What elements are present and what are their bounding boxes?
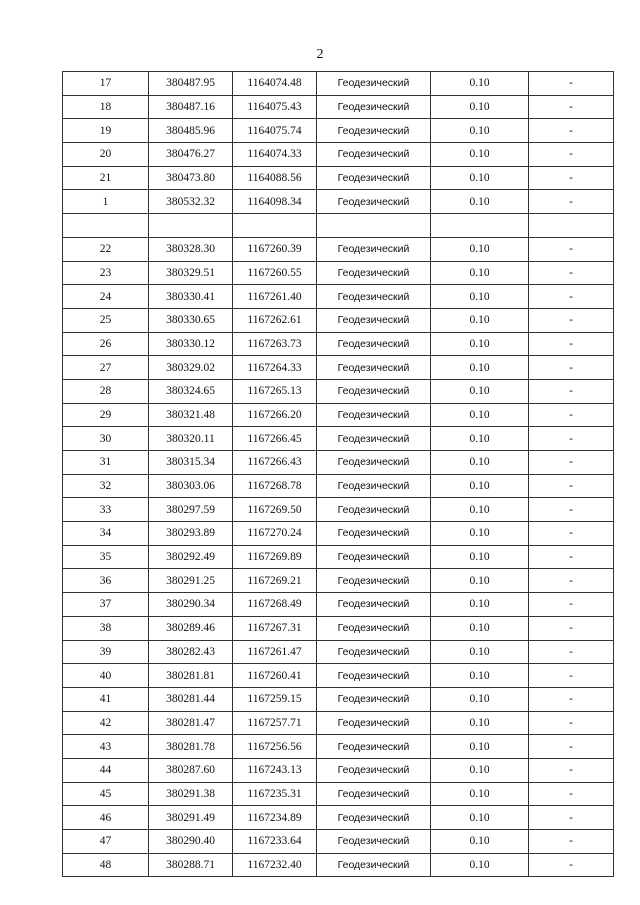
note-cell: - [529, 711, 614, 735]
x-coordinate-cell: 380487.95 [149, 72, 233, 96]
accuracy-cell: 0.10 [431, 522, 529, 546]
method-cell: Геодезический [317, 308, 431, 332]
point-number-cell: 46 [63, 806, 149, 830]
page-number: 2 [316, 47, 324, 62]
x-coordinate-cell: 380288.71 [149, 853, 233, 877]
point-number-cell: 43 [63, 735, 149, 759]
note-cell: - [529, 72, 614, 96]
accuracy-cell: 0.10 [431, 379, 529, 403]
table-row [63, 190, 614, 214]
method-cell: Геодезический [317, 569, 431, 593]
point-number-cell: 31 [63, 451, 149, 475]
accuracy-cell: 0.10 [431, 308, 529, 332]
method-cell: Геодезический [317, 687, 431, 711]
x-coordinate-cell: 380324.65 [149, 379, 233, 403]
table-row [63, 427, 614, 451]
x-coordinate-cell: 380281.44 [149, 687, 233, 711]
point-number-cell: 33 [63, 498, 149, 522]
x-coordinate-cell: 380473.80 [149, 166, 233, 190]
note-cell: - [529, 143, 614, 167]
y-coordinate-cell: 1167265.13 [233, 379, 317, 403]
point-number-cell: 42 [63, 711, 149, 735]
accuracy-cell: 0.10 [431, 95, 529, 119]
accuracy-cell: 0.10 [431, 166, 529, 190]
point-number-cell: 44 [63, 758, 149, 782]
table-row [63, 853, 614, 877]
note-cell: - [529, 237, 614, 261]
y-coordinate-cell: 1167266.20 [233, 403, 317, 427]
accuracy-cell: 0.10 [431, 569, 529, 593]
table-row [63, 522, 614, 546]
point-number-cell: 34 [63, 522, 149, 546]
note-cell: - [529, 166, 614, 190]
method-cell: Геодезический [317, 356, 431, 380]
note-cell: - [529, 593, 614, 617]
accuracy-cell: 0.10 [431, 332, 529, 356]
point-number-cell: 24 [63, 285, 149, 309]
method-cell: Геодезический [317, 545, 431, 569]
y-coordinate-cell: 1167270.24 [233, 522, 317, 546]
note-cell: - [529, 474, 614, 498]
accuracy-cell: 0.10 [431, 72, 529, 96]
table-row [63, 119, 614, 143]
method-cell: Геодезический [317, 379, 431, 403]
note-cell: - [529, 806, 614, 830]
accuracy-cell: 0.10 [431, 853, 529, 877]
table-row [63, 616, 614, 640]
point-number-cell: 48 [63, 853, 149, 877]
table-row [63, 569, 614, 593]
x-coordinate-cell: 380321.48 [149, 403, 233, 427]
x-coordinate-cell: 380289.46 [149, 616, 233, 640]
y-coordinate-cell: 1167257.71 [233, 711, 317, 735]
note-cell: - [529, 522, 614, 546]
point-number-cell: 32 [63, 474, 149, 498]
x-coordinate-cell: 380485.96 [149, 119, 233, 143]
point-number-cell: 26 [63, 332, 149, 356]
note-cell: - [529, 95, 614, 119]
x-coordinate-cell: 380287.60 [149, 758, 233, 782]
note-cell: - [529, 332, 614, 356]
y-coordinate-cell: 1167269.21 [233, 569, 317, 593]
method-cell: Геодезический [317, 522, 431, 546]
x-coordinate-cell: 380320.11 [149, 427, 233, 451]
point-number-cell: 21 [63, 166, 149, 190]
note-cell: - [529, 308, 614, 332]
x-coordinate-cell: 380281.78 [149, 735, 233, 759]
accuracy-cell: 0.10 [431, 190, 529, 214]
x-coordinate-cell: 380297.59 [149, 498, 233, 522]
table-row [63, 95, 614, 119]
y-coordinate-cell: 1164074.33 [233, 143, 317, 167]
x-coordinate-cell: 380328.30 [149, 237, 233, 261]
x-coordinate-cell: 380329.51 [149, 261, 233, 285]
y-coordinate-cell: 1164075.43 [233, 95, 317, 119]
point-number-cell: 45 [63, 782, 149, 806]
method-cell: Геодезический [317, 72, 431, 96]
table-row [63, 261, 614, 285]
x-coordinate-cell: 380315.34 [149, 451, 233, 475]
method-cell: Геодезический [317, 403, 431, 427]
method-cell: Геодезический [317, 451, 431, 475]
table-row [63, 403, 614, 427]
table-row [63, 830, 614, 854]
note-cell: - [529, 119, 614, 143]
note-cell: - [529, 640, 614, 664]
x-coordinate-cell: 380290.40 [149, 830, 233, 854]
x-coordinate-cell: 380291.38 [149, 782, 233, 806]
note-cell: - [529, 758, 614, 782]
x-coordinate-cell: 380290.34 [149, 593, 233, 617]
y-coordinate-cell: 1167269.50 [233, 498, 317, 522]
point-number-cell: 22 [63, 237, 149, 261]
note-cell: - [529, 451, 614, 475]
y-coordinate-cell: 1167264.33 [233, 356, 317, 380]
point-number-cell: 38 [63, 616, 149, 640]
method-cell: Геодезический [317, 119, 431, 143]
accuracy-cell: 0.10 [431, 711, 529, 735]
x-coordinate-cell: 380532.32 [149, 190, 233, 214]
x-coordinate-cell: 380291.49 [149, 806, 233, 830]
point-number-cell: 20 [63, 143, 149, 167]
point-number-cell [63, 214, 149, 238]
method-cell: Геодезический [317, 806, 431, 830]
point-number-cell: 36 [63, 569, 149, 593]
note-cell: - [529, 498, 614, 522]
note-cell: - [529, 190, 614, 214]
note-cell: - [529, 379, 614, 403]
accuracy-cell: 0.10 [431, 237, 529, 261]
accuracy-cell: 0.10 [431, 451, 529, 475]
x-coordinate-cell: 380282.43 [149, 640, 233, 664]
y-coordinate-cell: 1167268.78 [233, 474, 317, 498]
point-number-cell: 25 [63, 308, 149, 332]
table-row [63, 308, 614, 332]
point-number-cell: 47 [63, 830, 149, 854]
method-cell: Геодезический [317, 782, 431, 806]
note-cell: - [529, 427, 614, 451]
accuracy-cell: 0.10 [431, 498, 529, 522]
y-coordinate-cell: 1167260.55 [233, 261, 317, 285]
note-cell: - [529, 545, 614, 569]
table-row [63, 237, 614, 261]
y-coordinate-cell: 1167234.89 [233, 806, 317, 830]
y-coordinate-cell: 1167266.45 [233, 427, 317, 451]
accuracy-cell: 0.10 [431, 356, 529, 380]
x-coordinate-cell: 380487.16 [149, 95, 233, 119]
note-cell: - [529, 735, 614, 759]
method-cell: Геодезический [317, 285, 431, 309]
y-coordinate-cell: 1164088.56 [233, 166, 317, 190]
coordinates-table-body [63, 72, 614, 877]
method-cell: Геодезический [317, 735, 431, 759]
table-row [63, 545, 614, 569]
point-number-cell: 30 [63, 427, 149, 451]
table-row [63, 379, 614, 403]
method-cell: Геодезический [317, 166, 431, 190]
method-cell: Геодезический [317, 332, 431, 356]
note-cell: - [529, 569, 614, 593]
table-row [63, 143, 614, 167]
table-row [63, 664, 614, 688]
note-cell: - [529, 403, 614, 427]
accuracy-cell: 0.10 [431, 261, 529, 285]
accuracy-cell: 0.10 [431, 285, 529, 309]
table-row [63, 735, 614, 759]
point-number-cell: 39 [63, 640, 149, 664]
accuracy-cell: 0.10 [431, 640, 529, 664]
accuracy-cell: 0.10 [431, 143, 529, 167]
accuracy-cell: 0.10 [431, 119, 529, 143]
x-coordinate-cell [149, 214, 233, 238]
note-cell: - [529, 356, 614, 380]
method-cell: Геодезический [317, 427, 431, 451]
note-cell: - [529, 664, 614, 688]
method-cell: Геодезический [317, 711, 431, 735]
note-cell: - [529, 285, 614, 309]
accuracy-cell: 0.10 [431, 545, 529, 569]
method-cell: Геодезический [317, 616, 431, 640]
method-cell: Геодезический [317, 593, 431, 617]
accuracy-cell [431, 214, 529, 238]
y-coordinate-cell: 1167266.43 [233, 451, 317, 475]
accuracy-cell: 0.10 [431, 664, 529, 688]
x-coordinate-cell: 380330.12 [149, 332, 233, 356]
y-coordinate-cell [233, 214, 317, 238]
method-cell: Геодезический [317, 640, 431, 664]
x-coordinate-cell: 380291.25 [149, 569, 233, 593]
method-cell: Геодезический [317, 261, 431, 285]
table-row [63, 214, 614, 238]
accuracy-cell: 0.10 [431, 830, 529, 854]
y-coordinate-cell: 1167260.39 [233, 237, 317, 261]
y-coordinate-cell: 1167262.61 [233, 308, 317, 332]
point-number-cell: 1 [63, 190, 149, 214]
note-cell: - [529, 830, 614, 854]
y-coordinate-cell: 1167261.47 [233, 640, 317, 664]
x-coordinate-cell: 380292.49 [149, 545, 233, 569]
table-row [63, 451, 614, 475]
point-number-cell: 35 [63, 545, 149, 569]
x-coordinate-cell: 380329.02 [149, 356, 233, 380]
table-row [63, 166, 614, 190]
y-coordinate-cell: 1167268.49 [233, 593, 317, 617]
method-cell [317, 214, 431, 238]
x-coordinate-cell: 380330.41 [149, 285, 233, 309]
x-coordinate-cell: 380303.06 [149, 474, 233, 498]
x-coordinate-cell: 380293.89 [149, 522, 233, 546]
y-coordinate-cell: 1164098.34 [233, 190, 317, 214]
accuracy-cell: 0.10 [431, 403, 529, 427]
table-row [63, 332, 614, 356]
point-number-cell: 41 [63, 687, 149, 711]
accuracy-cell: 0.10 [431, 616, 529, 640]
table-row [63, 356, 614, 380]
note-cell: - [529, 261, 614, 285]
accuracy-cell: 0.10 [431, 735, 529, 759]
x-coordinate-cell: 380281.81 [149, 664, 233, 688]
method-cell: Геодезический [317, 143, 431, 167]
table-row [63, 687, 614, 711]
accuracy-cell: 0.10 [431, 782, 529, 806]
point-number-cell: 28 [63, 379, 149, 403]
y-coordinate-cell: 1167232.40 [233, 853, 317, 877]
y-coordinate-cell: 1167261.40 [233, 285, 317, 309]
method-cell: Геодезический [317, 95, 431, 119]
note-cell: - [529, 782, 614, 806]
y-coordinate-cell: 1164075.74 [233, 119, 317, 143]
table-row [63, 758, 614, 782]
y-coordinate-cell: 1167256.56 [233, 735, 317, 759]
method-cell: Геодезический [317, 853, 431, 877]
accuracy-cell: 0.10 [431, 758, 529, 782]
point-number-cell: 23 [63, 261, 149, 285]
method-cell: Геодезический [317, 498, 431, 522]
y-coordinate-cell: 1167263.73 [233, 332, 317, 356]
method-cell: Геодезический [317, 474, 431, 498]
table-row [63, 285, 614, 309]
note-cell: - [529, 853, 614, 877]
accuracy-cell: 0.10 [431, 687, 529, 711]
accuracy-cell: 0.10 [431, 806, 529, 830]
x-coordinate-cell: 380281.47 [149, 711, 233, 735]
y-coordinate-cell: 1167235.31 [233, 782, 317, 806]
accuracy-cell: 0.10 [431, 474, 529, 498]
coordinates-table [62, 71, 614, 877]
point-number-cell: 19 [63, 119, 149, 143]
table-row [63, 640, 614, 664]
point-number-cell: 37 [63, 593, 149, 617]
table-row [63, 474, 614, 498]
accuracy-cell: 0.10 [431, 593, 529, 617]
table-row [63, 806, 614, 830]
table-row [63, 711, 614, 735]
y-coordinate-cell: 1167269.89 [233, 545, 317, 569]
table-row [63, 593, 614, 617]
note-cell: - [529, 616, 614, 640]
point-number-cell: 29 [63, 403, 149, 427]
point-number-cell: 17 [63, 72, 149, 96]
x-coordinate-cell: 380476.27 [149, 143, 233, 167]
method-cell: Геодезический [317, 237, 431, 261]
table-row [63, 498, 614, 522]
y-coordinate-cell: 1167259.15 [233, 687, 317, 711]
y-coordinate-cell: 1164074.48 [233, 72, 317, 96]
note-cell: - [529, 687, 614, 711]
y-coordinate-cell: 1167233.64 [233, 830, 317, 854]
y-coordinate-cell: 1167267.31 [233, 616, 317, 640]
point-number-cell: 40 [63, 664, 149, 688]
note-cell [529, 214, 614, 238]
table-row [63, 782, 614, 806]
x-coordinate-cell: 380330.65 [149, 308, 233, 332]
accuracy-cell: 0.10 [431, 427, 529, 451]
method-cell: Геодезический [317, 664, 431, 688]
y-coordinate-cell: 1167260.41 [233, 664, 317, 688]
table-row [63, 72, 614, 96]
method-cell: Геодезический [317, 830, 431, 854]
method-cell: Геодезический [317, 190, 431, 214]
point-number-cell: 18 [63, 95, 149, 119]
point-number-cell: 27 [63, 356, 149, 380]
method-cell: Геодезический [317, 758, 431, 782]
y-coordinate-cell: 1167243.13 [233, 758, 317, 782]
